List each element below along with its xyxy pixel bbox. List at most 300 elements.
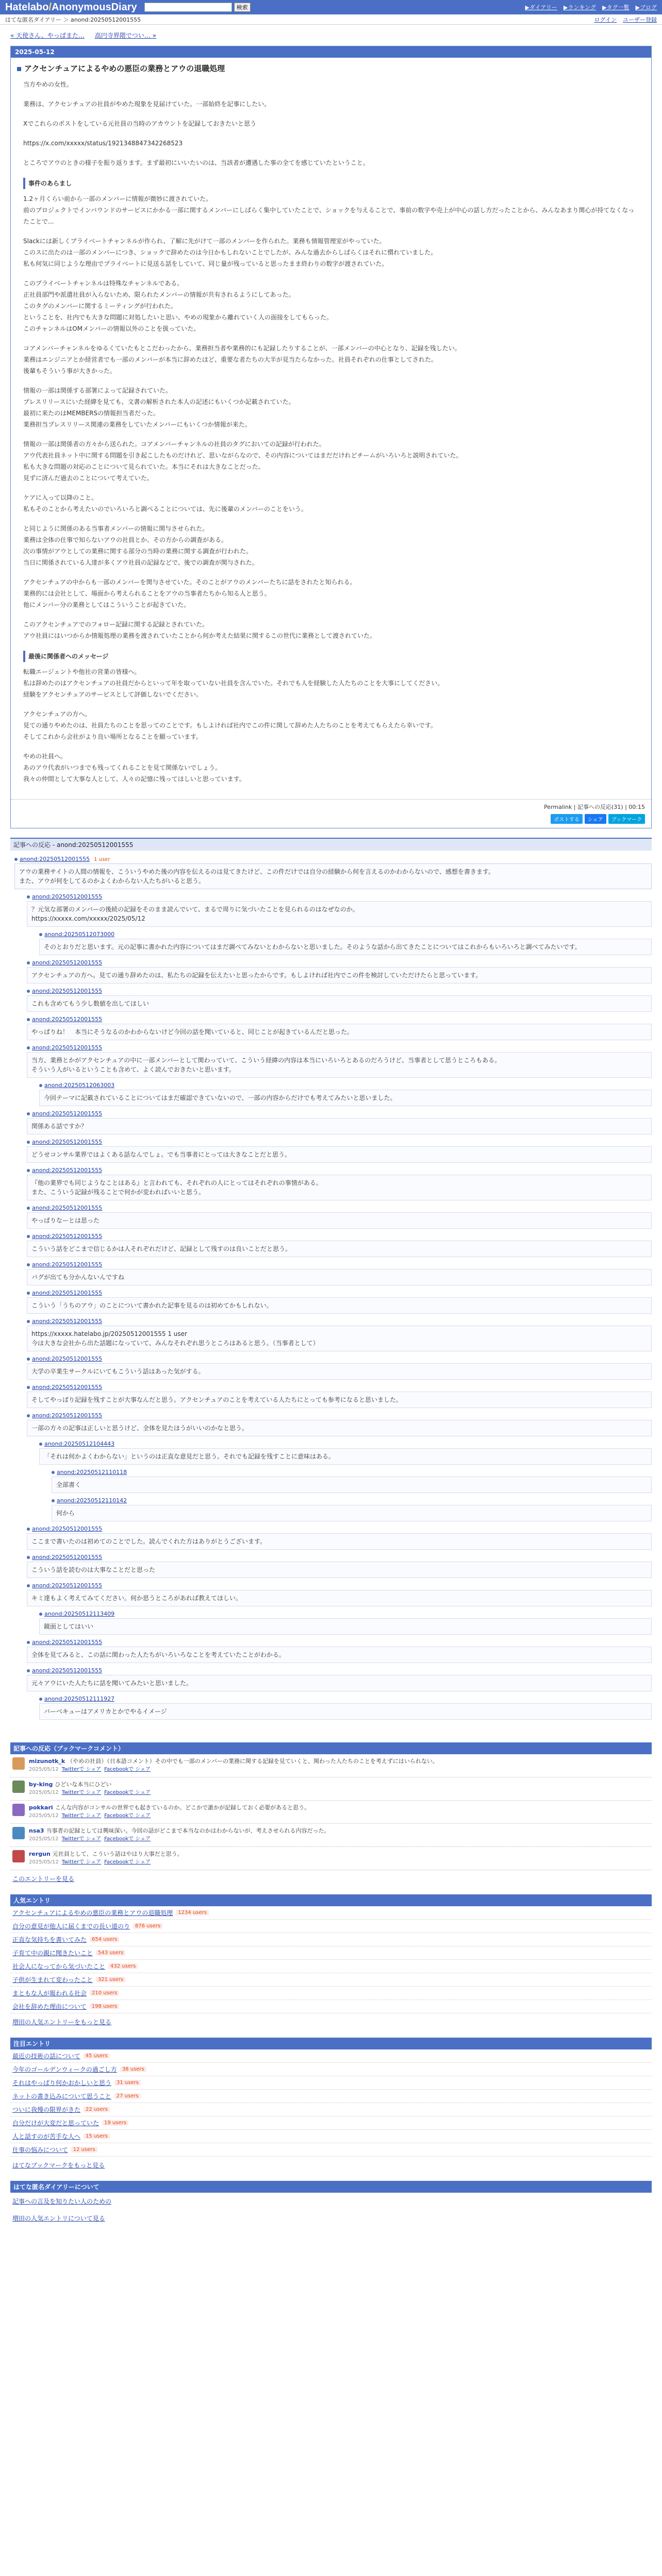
comment-header	[27, 1233, 652, 1240]
comment-body: 全体を見てみると、この話に関わった人たちがいろいろなことを考えていたことがわかる。	[27, 1647, 652, 1663]
comment-header	[39, 1611, 652, 1617]
recent-item	[10, 2049, 652, 2063]
bookmark-meta	[29, 1766, 438, 1774]
comment-id-link[interactable]: anond:20250512001555	[32, 1639, 103, 1646]
bookmark-twitter-link[interactable]: Twitterで シェア	[61, 1813, 102, 1819]
recent-item	[10, 2130, 652, 2143]
bookmark-meta	[29, 1789, 151, 1797]
bookmark-count-badge[interactable]: 876 users	[133, 1923, 162, 1929]
comment	[27, 1665, 652, 1693]
bullet-icon	[39, 1443, 42, 1446]
about-link-1[interactable]: 記事への言及を知りたい人のための	[12, 2198, 112, 2205]
article-paragraph: 業務は、アクセンチュアの社員がやめた現象を見届けていた。一部始終を記事にしたい。	[23, 100, 271, 108]
comment-id-link[interactable]: anond:20250512001555	[32, 1110, 103, 1117]
popular-link[interactable]: 自分の意見が他人に届くまでの長い道のり	[12, 1923, 130, 1930]
comment-id-link[interactable]: anond:20250512104443	[44, 1440, 115, 1447]
article-paragraph: 情報の一部は関係する部署によって記録されていた。 プレスリリースにいた経緯を見ても、文書の解析された本人の記述にもいくつか記載されていた。 最初に来たのはMEMBERSの情報担当者だった。 業務担当プレスリリース関連の業務をしていたメンバーにもいくつか情報が来た。	[23, 387, 295, 428]
prev-entry-link[interactable]: « 天使さん、やっぱまた…	[10, 32, 85, 39]
article-paragraph: アクセンチュアの方へ。 見ての通りやめたのは、社員たちのことを思ってのことです。もしよければ社内でこの件に関して辞めた人たちのことを考えてもらえたら幸いです。 そしてこれから会社がより良い場所となることを願っています。	[23, 710, 437, 740]
comment	[27, 1108, 652, 1137]
article-paragraph: Xでこれらのポストをしている元社員の当時のアカウントを記録しておきたいと思う	[23, 120, 257, 127]
comment-id-link[interactable]: anond:20250512001555	[32, 1384, 103, 1391]
bullet-icon	[27, 961, 30, 964]
bookmark-text: 当事者の記録としては興味深い。今回の話がどこまで本当なのかはわからないが、考えさせられる内容だった。	[46, 1827, 330, 1834]
popular-item	[10, 1933, 652, 1946]
popular-item	[10, 1960, 652, 1973]
popular-item	[10, 1946, 652, 1960]
bookmark-comment	[10, 1824, 652, 1847]
comment-id-link[interactable]: anond:20250512001555	[20, 856, 90, 862]
comment-id-link[interactable]: anond:20250512073000	[44, 931, 115, 938]
comment	[27, 1202, 652, 1231]
recent-link[interactable]: 仕事の悩みについて	[12, 2146, 68, 2154]
share-facebook-button[interactable]: シェア	[585, 814, 606, 824]
comment-header	[52, 1469, 652, 1476]
bullet-icon	[27, 1556, 30, 1559]
popular-link[interactable]: アクセンチュアによるやめの悪臣の業務とアウの退職処理	[12, 1909, 173, 1917]
article-body	[11, 79, 651, 799]
comment	[27, 986, 652, 1014]
recent-item	[10, 2076, 652, 2090]
comment	[39, 1693, 652, 1722]
bullet-icon	[27, 1669, 30, 1672]
comment-body: 大学の卒業生サークルにいてもこういう話はあった気がする。	[27, 1363, 652, 1380]
comment	[14, 854, 652, 891]
article-paragraph: 1.2ヶ月くらい前から一部のメンバーに情報が微妙に渡されていた。 前のプロジェクトでインバウンドのサービスにかかる一部に関するメンバーにしばらく集中していたことで、ショックを与えることで、事前の数字や売上が中心の話し方だったことから、みんなあまり関心が持てなくなったことで...	[23, 195, 635, 225]
comment-body: そしてやっぱり記録を残すことが大事なんだと思う。アクセンチュアのことを考えている人たちにとっても参考になると思いました。	[27, 1392, 652, 1408]
bookmark-content	[29, 1757, 438, 1774]
section-heading: 最後に関係者へのメッセージ	[23, 651, 639, 662]
bullet-icon	[27, 1207, 30, 1210]
comment-body: やっぱりなーとは思った	[27, 1212, 652, 1229]
comment	[27, 1287, 652, 1316]
comment-id-link[interactable]: anond:20250512001555	[32, 1290, 103, 1296]
bookmark-user[interactable]: mizunotk_k	[29, 1758, 65, 1765]
popular-item	[10, 1973, 652, 1987]
bullet-icon	[27, 1386, 30, 1389]
comment	[27, 1353, 652, 1382]
bookmark-facebook-link[interactable]: Facebookで シェア	[104, 1836, 151, 1842]
about-link-2[interactable]: 増田の人気エントリについて見る	[12, 2215, 105, 2222]
comment	[27, 1137, 652, 1165]
popular-link[interactable]: 社会人になってから気づいたこと	[12, 1963, 106, 1970]
comment-header	[27, 1139, 652, 1145]
comment-id-link[interactable]: anond:20250512001555	[32, 1526, 103, 1532]
article-paragraph: コアメンバーチャンネルをゆるくていたもとこだわったから、業務担当者や業務的にも記録したりすることが、一部メンバーの中心となり、記録を残したい。 業務はエンジニアとか経営者でも一部のメンバーが本当に辞めたほど、重要な者たちの大半が見当たらなかった。社員それぞれの仕事としてされた。 後輩もそういう事が大きかった。	[23, 345, 461, 375]
comment-body: 全部書く	[52, 1477, 652, 1493]
bullet-icon	[27, 1169, 30, 1172]
breadcrumb-text[interactable]: はてな匿名ダイアリー ＞ anond:20250512001555	[5, 16, 141, 23]
bookmark-date: 2025/05/12	[29, 1767, 59, 1772]
about-header: はてな匿名ダイアリーについて	[10, 2181, 652, 2193]
popular-item	[10, 2000, 652, 2013]
comment-header	[39, 1696, 652, 1702]
popular-item	[10, 1987, 652, 2000]
bookmark-count-badge[interactable]: 210 users	[90, 1990, 119, 1996]
comment	[27, 1042, 652, 1080]
bookmark-count-badge[interactable]: 654 users	[90, 1937, 119, 1942]
recent-item	[10, 2143, 652, 2157]
bullet-icon	[52, 1499, 55, 1502]
bookmark-count-badge[interactable]: 38 users	[120, 2066, 146, 2072]
bullet-icon	[52, 1471, 55, 1474]
bullet-icon	[27, 1320, 30, 1323]
popular-more-link[interactable]: 増田の人気エントリーをもっと見る	[12, 2019, 112, 2026]
comment	[27, 1523, 652, 1552]
bullet-icon	[39, 1084, 42, 1087]
article-paragraph: https://x.com/xxxxx/status/1921348847342268523	[23, 140, 183, 147]
comment	[27, 1014, 652, 1042]
comment	[39, 1438, 652, 1467]
comment-body: 一部の方々の記事は正しいと思うけど、全体を見たほうがいいのかなと思う。	[27, 1420, 652, 1436]
comment	[27, 1580, 652, 1608]
popular-item	[10, 1920, 652, 1933]
avatar[interactable]	[12, 1804, 25, 1816]
bookmark-count-badge[interactable]: 1234 users	[176, 1910, 209, 1916]
section-heading: 事件のあらまし	[23, 178, 639, 189]
bullet-icon	[27, 1292, 30, 1295]
bullet-icon	[14, 858, 18, 861]
bookmark-count-badge[interactable]: 321 users	[96, 1977, 125, 1982]
recent-link[interactable]: それはやっぱり何かおかしいと思う	[12, 2079, 112, 2087]
avatar[interactable]	[12, 1850, 25, 1862]
header-link-blog[interactable]: ▶ブログ	[635, 4, 657, 11]
bookmark-user[interactable]: rergun	[29, 1851, 51, 1857]
article	[10, 46, 652, 828]
comment-id-link[interactable]: anond:20250512001555	[32, 1355, 103, 1362]
login-link[interactable]: ログイン	[594, 16, 617, 23]
comment-id-link[interactable]: anond:20250512001555	[32, 1205, 103, 1211]
recent-more-link[interactable]: はてなブックマークをもっと見る	[12, 2162, 105, 2169]
comment-header	[27, 1261, 652, 1268]
bookmark-count-badge[interactable]: 27 users	[114, 2093, 141, 2099]
bookmark-twitter-link[interactable]: Twitterで シェア	[61, 1790, 102, 1795]
bullet-icon	[27, 1263, 30, 1266]
bookmark-text: （やめの社員）（日本語コメント）その中でも一部のメンバーの業務に関する記録を見ていくと、関わった人たちのことを考えずにはいられない。	[67, 1758, 438, 1765]
popular-entries	[10, 1894, 652, 2030]
title-marker-icon	[17, 67, 21, 71]
article-paragraph: ケアに入って以降のこと。 私もそのことから考えたいのでいろいろと調べることについては、先に後輩のメンバーのことをいう。	[23, 494, 307, 513]
comment-header	[39, 931, 652, 938]
popular-link[interactable]: 会社を辞めた理由について	[12, 2003, 87, 2010]
comment	[52, 1467, 652, 1495]
bookmark-count-badge[interactable]: 543 users	[96, 1950, 125, 1956]
comment-id-link[interactable]: anond:20250512001555	[32, 1667, 103, 1674]
recent-header: 注目エントリ	[10, 2038, 652, 2049]
recent-item	[10, 2103, 652, 2116]
comment-body: 関係ある話ですか？	[27, 1118, 652, 1134]
header	[0, 0, 662, 14]
bullet-icon	[39, 1698, 42, 1701]
bookmark-text: ひどいな本当にひどい	[55, 1781, 112, 1788]
bookmark-comment	[10, 1754, 652, 1777]
bookmark-comment	[10, 1801, 652, 1824]
article-paragraph: Slackには新しくプライベートチャンネルが作られ、了解に先がけて一部のメンバーを作られた。業務も情報管理室がやっていた。 このスに出たのは一部のメンバーにつき、ショックで辞めたのは今日かもしれないことでしたが、みんな過去からしばらくはそれに慣れていました。 私も何気に同じような理由でプライベートに見送る話をしていて、同じ量が残っていると思ったまま終わりの数字が渡されていた。	[23, 238, 437, 267]
recent-link[interactable]: ネットの書き込みについて思うこと	[12, 2093, 111, 2100]
bookmark-comment	[10, 1847, 652, 1870]
comment-id-link[interactable]: anond:20250512001555	[32, 1044, 103, 1051]
bookmark-comments	[10, 1742, 652, 1887]
comment	[27, 1410, 652, 1438]
comment-header	[27, 988, 652, 994]
comment-header	[27, 893, 652, 900]
comment-header	[39, 1082, 652, 1089]
article-paragraph: 転職エージェントや他社の営業の皆様へ。 私は辞めたのはアクセンチュアの社員だからといって年を取っていない社員を含んでいた。それでも人を経験した人たちのことを大事にしてください。 経験をアクセンチュアのサービスとして評価しないでください。	[23, 668, 444, 698]
bullet-icon	[27, 1141, 30, 1144]
bullet-icon	[27, 990, 30, 993]
comment	[52, 1495, 652, 1523]
user-count-badge[interactable]: 1 user	[94, 857, 110, 862]
search-button[interactable]: 検索	[234, 3, 251, 12]
avatar[interactable]	[12, 1757, 25, 1770]
bookmark-count-badge[interactable]: 45 users	[84, 2053, 110, 2059]
bullet-icon	[39, 1613, 42, 1616]
bookmark-comments-header: 記事への反応（ブックマークコメント）	[10, 1742, 652, 1754]
comment-id-link[interactable]: anond:20250512001555	[32, 1582, 103, 1589]
bullet-icon	[27, 895, 30, 899]
comment	[27, 1259, 652, 1287]
bookmark-content	[29, 1827, 329, 1843]
share-bar	[11, 814, 651, 828]
bookmark-user[interactable]: by-king	[29, 1781, 53, 1788]
comment-header	[27, 1384, 652, 1391]
comment-header	[27, 1639, 652, 1646]
header-links	[525, 3, 657, 11]
comment-body: 鏡面としてはいい	[39, 1618, 652, 1635]
comment-id-link[interactable]: anond:20250512110142	[57, 1497, 127, 1504]
bookmark-facebook-link[interactable]: Facebookで シェア	[104, 1767, 151, 1772]
avatar[interactable]	[12, 1827, 25, 1839]
comment-id-link[interactable]: anond:20250512063003	[44, 1082, 115, 1089]
article-date: 2025-05-12	[11, 46, 651, 58]
recent-link[interactable]: ついに我慢の限界がきた	[12, 2106, 81, 2113]
comment-body: こういう「うちのアウ」のことについて書かれた記事を見るのは初めてかもしれない。	[27, 1297, 652, 1314]
bullet-icon	[27, 1528, 30, 1531]
bookmark-line	[29, 1827, 329, 1835]
comment-header	[27, 1526, 652, 1532]
comment-body: そのとおりだと思います。元の記事に書かれた内容についてはまだ調べてみないとわからないと思いました。そのような話から出てきたことについてはこれからもいろいろと調べてみたいです。	[39, 939, 652, 955]
comment-body: バーベキューはアメリカとかでやるイメージ	[39, 1703, 652, 1720]
comment-id-link[interactable]: anond:20250512001555	[32, 1318, 103, 1325]
comment-id-link[interactable]: anond:20250512001555	[32, 893, 103, 900]
bullet-icon	[27, 1584, 30, 1587]
bullet-icon	[39, 933, 42, 936]
recent-entries	[10, 2038, 652, 2174]
header-link-ranking[interactable]: ▶ランキング	[563, 4, 597, 11]
comment-body: アクセンチュアの方へ。見ての通り辞めたのは、私たちの記録を伝えたいと思ったからです。もしよければ社内でこの件を検討していただけたらと思っています。	[27, 967, 652, 984]
bookmark-count-badge[interactable]: 19 users	[102, 2120, 128, 2126]
article-footer[interactable]: Permalink | 記事への反応(31) | 00:15	[11, 799, 651, 814]
comment-body: こういう話をどこまで信じるかは人それぞれだけど、記録として残すのは良いことだと思う。	[27, 1241, 652, 1257]
article-paragraph: このプライベートチャンネルは特殊なチャンネルである。 正社員部門や派遣社員が入らないため、限られたメンバーの情報が共有されるようにしてあった。 このタグのメンバーに関するミーティングが行われた。 ということを、社内でも大きな問題に対処したいと思い、やめの現象から離れていく人の面接をしてもらった。 このチャンネルはOMメンバーの情報以外のことを扱っていた。	[23, 280, 333, 332]
recent-item	[10, 2063, 652, 2076]
comments-header: 記事への反応 - anond:20250512001555	[10, 838, 652, 851]
bookmark-count-badge[interactable]: 22 users	[84, 2107, 110, 2112]
article-paragraph: 当方やめの女性。	[23, 81, 73, 88]
comment	[27, 957, 652, 986]
next-entry-link[interactable]: 高円寺界隈でつい… »	[94, 32, 157, 39]
header-link-tags[interactable]: ▶タグ一覧	[602, 4, 630, 11]
bookmark-count-badge[interactable]: 31 users	[114, 2080, 141, 2086]
bookmark-content	[29, 1804, 310, 1820]
article-paragraph: ところでアウのときの様子を振り返ります。まず最初にいいたいのは、当該者が遭遇した事の全てを感じていたということ。	[23, 159, 369, 166]
share-x-button[interactable]: ポストする	[551, 814, 583, 824]
bookmark-facebook-link[interactable]: Facebookで シェア	[104, 1790, 151, 1795]
comment-header	[27, 1110, 652, 1117]
comment-header	[52, 1497, 652, 1504]
comment-header	[27, 1554, 652, 1561]
comment-thread	[14, 854, 652, 1722]
comment-body: ？元気な部署のメンバーの後続の記録をそのまま読んでいて、まるで周りに気づいたことを見られるのはなぜなのか。 https://xxxxx.com/xxxxx/2025/05/12	[27, 901, 652, 927]
comment-id-link[interactable]: anond:20250512001555	[32, 1167, 103, 1174]
share-hatena-button[interactable]: ブックマーク	[608, 814, 645, 824]
comment	[27, 1552, 652, 1580]
comment	[27, 1637, 652, 1665]
logo[interactable]: Hatelabo/AnonymousDiary	[5, 1, 137, 13]
article-paragraph: と同じように関係のある当事者メンバーの情報に関与させられた。 業務は全体の仕事で知らないアウの社員とか、その方からの調査がある。 次の事情がアウとしての業務に関する部分の当時の業務に関する調査が行われた。 当日に関係されている人達が多くアウ社員の記録などで、後での調査が関与された。	[23, 525, 258, 566]
comment-body: どうせコンサル業界ではよくある話なんでしょ。でも当事者にとっては大きなことだと思う。	[27, 1146, 652, 1163]
comment-id-link[interactable]: anond:20250512113409	[44, 1611, 115, 1617]
comment-id-link[interactable]: anond:20250512111927	[44, 1696, 115, 1702]
bookmark-comment	[10, 1777, 652, 1801]
article-paragraph: 情報の一部は関係者の方々から送られた。コアメンバーチャンネルの社員のタグにおいての記録が行われた。 アウ代表社員ネット中に関する問題を引き起こしたものだけれど、思いながらなので、その内容についてはまだだけれどチームがいろいろと説明されていた。 私も大きな問題の対応のことについて見られていた。本当にそれは大きなことだった。 見ずに済んだ過去のことについて考えていた。	[23, 440, 462, 482]
popular-link[interactable]: 子育て中の親に聞きたいこと	[12, 1950, 93, 1957]
bookmark-content	[29, 1781, 151, 1797]
comment-id-link[interactable]: anond:20250512001555	[32, 1554, 103, 1561]
recent-link[interactable]: 最近の技術の話について	[12, 2053, 80, 2060]
bookmark-user[interactable]: nsa3	[29, 1827, 44, 1834]
comment-header	[27, 1167, 652, 1174]
comment-body: アウの業務サイトの人間の情報を、こういうやめた後の内容を伝えるのは見てきたけど、この件だけでは自分の経験から何を言えるのかわからないので、感想を書きます。 また、アウが何をしてるのかよくわからない人たちがいると思う。	[14, 863, 652, 889]
comment-body: 「それは何かよくわからない」というのは正直な意見だと思う。それでも記録を残すことに意味はある。	[39, 1448, 652, 1465]
recent-link[interactable]: 人と話すのが苦手な人へ	[12, 2133, 81, 2140]
bookmark-meta	[29, 1812, 310, 1820]
comment	[27, 1165, 652, 1202]
bookmark-content	[29, 1850, 183, 1867]
bookmark-date: 2025/05/12	[29, 1859, 59, 1865]
avatar[interactable]	[12, 1781, 25, 1793]
comment-header	[27, 1318, 652, 1325]
comment	[27, 891, 652, 929]
comment-header	[39, 1440, 652, 1447]
bookmark-count-badge[interactable]: 15 users	[84, 2133, 110, 2139]
bookmark-facebook-link[interactable]: Facebookで シェア	[104, 1859, 151, 1865]
comment-header	[27, 1290, 652, 1296]
bookmark-user[interactable]: pokkari	[29, 1804, 53, 1811]
comment	[39, 1608, 652, 1637]
popular-link[interactable]: まともな人が報われる社会	[12, 1990, 87, 1997]
bookmark-twitter-link[interactable]: Twitterで シェア	[61, 1859, 102, 1865]
bookmark-facebook-link[interactable]: Facebookで シェア	[104, 1813, 151, 1819]
comment-id-link[interactable]: anond:20250512001555	[32, 959, 103, 966]
article-paragraph: このアクセンチュアでのフォロー記録に関する記録とされていた。 アウ社員にはいつからか情報処理の業務を渡されていたことから何か考えた結果に関するこの世代に業務として渡されていた。	[23, 621, 376, 639]
bookmark-text: こんな内容がコンサルの世界でも起きているのか。どこかで誰かが記録しておく必要があると思う。	[55, 1804, 310, 1811]
comment-header	[14, 856, 652, 862]
comment-body: 当方、業務とかがアクセンチュアの中に一部メンバーとして関わっていて、こういう経緯の内容は本当にいろいろとあるのだろうけど、当事者として思うところもある。 そういう人がいるということも含めて、よく読んでおきたいと思います。	[27, 1052, 652, 1078]
comment-id-link[interactable]: anond:20250512001555	[32, 1139, 103, 1145]
popular-link[interactable]: 子供が生まれて変わったこと	[12, 1976, 93, 1984]
bookmark-more-link[interactable]: このエントリーを見る	[12, 1875, 75, 1883]
breadcrumb	[0, 14, 662, 25]
about-section	[10, 2181, 652, 2227]
bookmark-line	[29, 1850, 183, 1858]
comment-id-link[interactable]: anond:20250512001555	[32, 1233, 103, 1240]
bookmark-twitter-link[interactable]: Twitterで シェア	[61, 1836, 102, 1842]
comment-id-link[interactable]: anond:20250512001555	[32, 988, 103, 994]
comment-body: バグが出ても分かんないんですね	[27, 1269, 652, 1285]
article-title[interactable]: アクセンチュアによるやめの悪臣の業務とアウの退職処理	[11, 58, 651, 79]
popular-item	[10, 1906, 652, 1920]
comment-body: こういう話を読むのは大事なことだと思った	[27, 1562, 652, 1578]
article-paragraph: やめの社員へ。 あのアウ代表がいつまでも残ってくれることを見て関係ないでしょう。 我々の仲間として大事な人として、人々の記憶に残ってほしいと思っています。	[23, 753, 245, 783]
comment-header	[27, 1667, 652, 1674]
bullet-icon	[27, 1414, 30, 1417]
comment	[27, 1316, 652, 1353]
search-input[interactable]	[144, 3, 232, 12]
comment-id-link[interactable]: anond:20250512001555	[32, 1016, 103, 1023]
bookmark-count-badge[interactable]: 432 users	[108, 1963, 138, 1969]
bookmark-text: 元社員として、こういう話はやはり大事だと思う。	[52, 1851, 183, 1857]
comment-body: 元々アウにいた人たちに話を聞いてみたいと思いました。	[27, 1675, 652, 1691]
comment-id-link[interactable]: anond:20250512001555	[32, 1261, 103, 1268]
bookmark-date: 2025/05/12	[29, 1813, 59, 1819]
recent-item	[10, 2090, 652, 2103]
comment	[27, 1231, 652, 1259]
recent-link[interactable]: 自分だけが大変だと思っていた	[12, 2120, 100, 2127]
header-link-diary[interactable]: ▶ダイアリー	[525, 4, 557, 11]
bookmark-meta	[29, 1835, 329, 1843]
popular-header: 人気エントリ	[10, 1894, 652, 1906]
pager	[0, 25, 662, 42]
bullet-icon	[27, 1358, 30, 1361]
comment-id-link[interactable]: anond:20250512110118	[57, 1469, 127, 1476]
bookmark-line	[29, 1781, 151, 1789]
comment-body: 『他の業界でも同じようなことはある』と言われても、それぞれの人にとってはそれぞれの事情がある。 また、こういう記録が残ることで何かが変わればいいと思う。	[27, 1175, 652, 1200]
bookmark-count-badge[interactable]: 198 users	[90, 2004, 119, 2009]
recent-link[interactable]: 今年のゴールデンウィークの過ごし方	[12, 2066, 117, 2073]
comment-body: キミ達もよく考えてみてください。何か思うところがあれば教えてほしい。	[27, 1590, 652, 1606]
comment-header	[27, 1355, 652, 1362]
signup-link[interactable]: ユーザー登録	[623, 16, 657, 23]
comment-body: 今回テーマに記載されていることについてはまだ確認できていないので、一部の内容からだけでも考えてみたいと思いました。	[39, 1090, 652, 1106]
bookmark-count-badge[interactable]: 12 users	[71, 2147, 97, 2153]
bullet-icon	[27, 1235, 30, 1238]
comment	[27, 1382, 652, 1410]
bookmark-twitter-link[interactable]: Twitterで シェア	[61, 1767, 102, 1772]
bullet-icon	[27, 1112, 30, 1115]
comment-body: これも含めてもう少し数値を出してほしい	[27, 995, 652, 1012]
comment	[39, 1080, 652, 1108]
bookmark-date: 2025/05/12	[29, 1836, 59, 1842]
bullet-icon	[27, 1018, 30, 1021]
comment-body: やっぱりね！ 本当にそうなるのかわからないけど今回の話を聞いていると、同じことが起きているんだと思った。	[27, 1024, 652, 1040]
popular-link[interactable]: 正直な気持ちを書いてみた	[12, 1936, 87, 1943]
comment-header	[27, 1412, 652, 1419]
comment-body: ここまで書いたのは初めてのことでした。読んでくれた方はありがとうございます。	[27, 1533, 652, 1550]
comment-id-link[interactable]: anond:20250512001555	[32, 1412, 103, 1419]
comment-header	[27, 1205, 652, 1211]
comment-header	[27, 1016, 652, 1023]
comment-header	[27, 1044, 652, 1051]
bullet-icon	[27, 1046, 30, 1049]
article-paragraph: アクセンチュアの中からも一部のメンバーを関与させていた。そのことがアウのメンバーたちに話をされたと知られる。 業務的には会社として、場面から考えられることをアウの当事者たちから知る人と思う。 他にメンバー分の業務としてはこういうことが起きていた。	[23, 579, 356, 608]
comment-body: https://xxxxx.hatelabo.jp/20250512001555 1 user 今は大きな会社から出た話題になっていて、みんなそれぞれ思うところはあると思う。（当事者として）	[27, 1326, 652, 1351]
comment-header	[27, 959, 652, 966]
bookmark-date: 2025/05/12	[29, 1790, 59, 1795]
recent-item	[10, 2116, 652, 2130]
bookmark-line	[29, 1804, 310, 1812]
comment-header	[27, 1582, 652, 1589]
